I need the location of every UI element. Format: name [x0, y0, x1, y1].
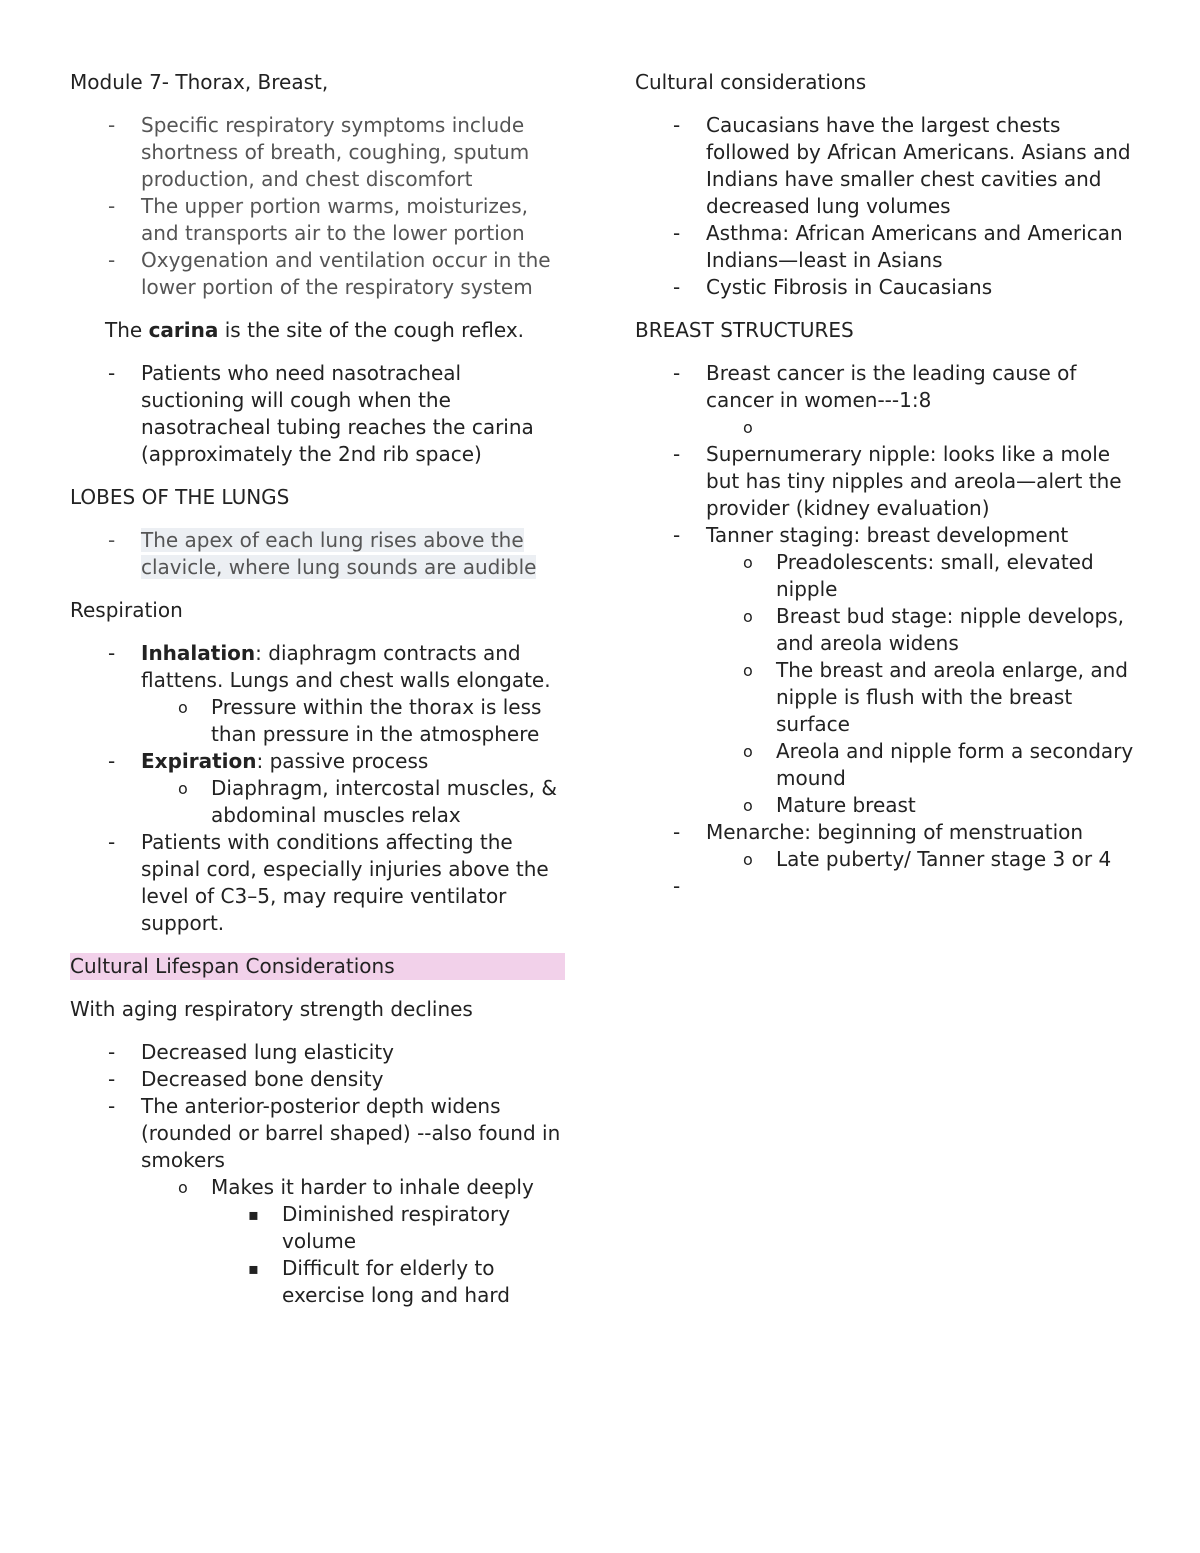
carina-paragraph: The carina is the site of the cough reflex. [105, 318, 525, 342]
aging-paragraph: With aging respiratory strength declines [70, 997, 473, 1021]
list-item: - Oxygenation and ventilation occur in the lower portion of the respiratory system [108, 248, 551, 299]
page-title: Module 7- Thorax, Breast, [70, 70, 329, 94]
circle-bullet: o [178, 698, 188, 717]
respiration-heading: Respiration [70, 598, 183, 622]
list-item [635, 873, 1135, 900]
dash-bullet: - [108, 1094, 116, 1118]
list-item: o Late puberty/ Tanner stage 3 or 4 [743, 847, 1112, 871]
carina-list [70, 360, 570, 468]
dash-bullet: - [673, 361, 681, 385]
dash-bullet: - [673, 874, 681, 898]
circle-bullet: o [178, 1178, 188, 1197]
circle-bullet: o [178, 779, 188, 798]
aging-list [70, 1039, 570, 1309]
dash-bullet: - [108, 641, 116, 665]
dash-bullet: - [673, 442, 681, 466]
list-item: - Decreased bone density [108, 1067, 384, 1091]
dash-bullet: - [673, 523, 681, 547]
square-bullet: ▪ [248, 1205, 259, 1224]
cultural-list [635, 112, 1135, 301]
dash-bullet: - [108, 194, 116, 218]
dash-bullet: - [108, 248, 116, 272]
left-column [70, 69, 570, 1325]
list-item: o Diaphragm, intercostal muscles, & abdominal muscles relax [178, 776, 557, 827]
list-item: o Mature breast [743, 793, 916, 817]
lobes-heading: LOBES OF THE LUNGS [70, 485, 290, 509]
list-item: - Supernumerary nipple: looks like a mole but has tiny nipples and areola—alert the provider (kidney evaluation) [673, 442, 1122, 520]
dash-bullet: - [108, 1067, 116, 1091]
list-item: - Inhalation: diaphragm contracts and flattens. Lungs and chest walls elongate. [108, 641, 551, 692]
list-item: - Cystic Fibrosis in Caucasians [673, 275, 993, 299]
circle-bullet: o [743, 553, 753, 572]
list-item: - Asthma: African Americans and American Indians—least in Asians [673, 221, 1123, 272]
list-item: - Expiration: passive process [108, 749, 429, 773]
list-item: o Preadolescents: small, elevated nipple [743, 550, 1094, 601]
list-item: - The anterior-posterior depth widens (rounded or barrel shaped) --also found in smokers [108, 1094, 561, 1172]
dash-bullet: - [673, 221, 681, 245]
list-item: o Makes it harder to inhale deeply [178, 1175, 534, 1199]
list-item: - Breast cancer is the leading cause of cancer in women---1:8 [673, 361, 1077, 412]
respiration-list [70, 640, 570, 937]
list-item [635, 414, 1135, 441]
right-column [635, 69, 1135, 916]
dash-bullet: - [108, 1040, 116, 1064]
dash-bullet: - [108, 830, 116, 854]
list-item: o Areola and nipple form a secondary mound [743, 739, 1134, 790]
square-bullet: ▪ [248, 1259, 259, 1278]
list-item: - The upper portion warms, moisturizes, and transports air to the lower portion [108, 194, 529, 245]
list-item [70, 527, 570, 581]
list-item: - Patients who need nasotracheal suctioning will cough when the nasotracheal tubing reaches the carina (approximately the 2nd rib space) [108, 361, 534, 466]
circle-bullet: o [743, 742, 753, 761]
dash-bullet: - [673, 113, 681, 137]
circle-bullet: o [743, 607, 753, 626]
dash-bullet: - [673, 820, 681, 844]
dash-bullet: - [108, 528, 116, 552]
dash-bullet: - [673, 275, 681, 299]
dash-bullet: - [108, 113, 116, 137]
intro-list [70, 112, 570, 301]
breast-heading: BREAST STRUCTURES [635, 318, 854, 342]
highlighted-heading: Cultural Lifespan Considerations [70, 953, 565, 980]
list-item: o The breast and areola enlarge, and nipple is flush with the breast surface [743, 658, 1128, 736]
dash-bullet: - [108, 361, 116, 385]
breast-list [635, 360, 1135, 900]
circle-bullet: o [743, 418, 753, 437]
circle-bullet: o [743, 850, 753, 869]
circle-bullet: o [743, 661, 753, 680]
lifespan-heading [70, 953, 570, 980]
list-item: ▪ Diminished respiratory volume [248, 1202, 511, 1253]
list-item: - Decreased lung elasticity [108, 1040, 394, 1064]
list-item: - Tanner staging: breast development [673, 523, 1069, 547]
list-item: - Menarche: beginning of menstruation [673, 820, 1084, 844]
highlighted-text: The apex of each lung rises above the clavicle, where lung sounds are audible [141, 528, 537, 579]
list-item: o Breast bud stage: nipple develops, and areola widens [743, 604, 1124, 655]
list-item: - Specific respiratory symptoms include shortness of breath, coughing, sputum production, and chest discomfort [108, 113, 530, 191]
list-item: ▪ Difficult for elderly to exercise long and hard [248, 1256, 510, 1307]
list-item: - Caucasians have the largest chests followed by African Americans. Asians and Indians have smaller chest cavities and decreased lung volumes [673, 113, 1131, 218]
circle-bullet: o [743, 796, 753, 815]
dash-bullet: - [108, 749, 116, 773]
lobes-list [70, 527, 570, 581]
list-item: o Pressure within the thorax is less than pressure in the atmosphere [178, 695, 542, 746]
cultural-heading: Cultural considerations [635, 70, 867, 94]
list-item: - Patients with conditions affecting the spinal cord, especially injuries above the level of C3–5, may require ventilator support. [108, 830, 549, 935]
